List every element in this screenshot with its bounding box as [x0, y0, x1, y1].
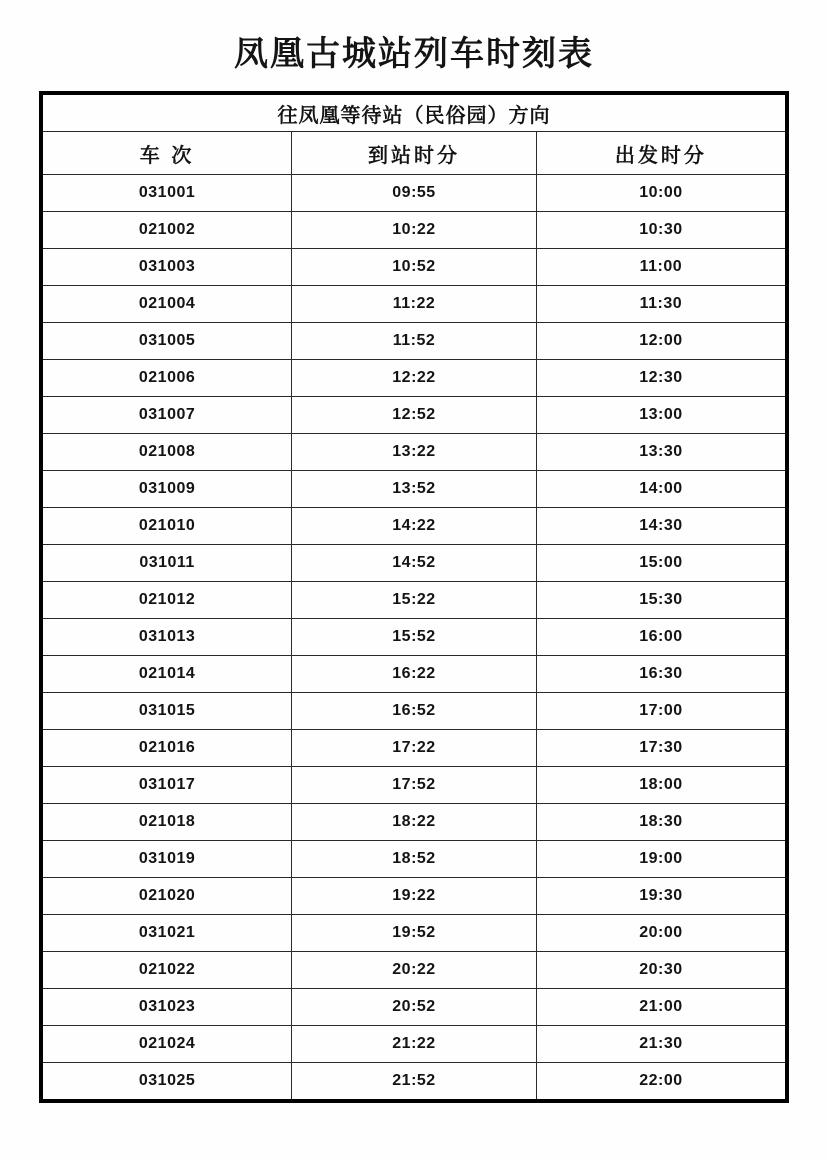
timetable	[39, 91, 789, 1103]
train-number-cell: 021022	[41, 952, 292, 989]
arrival-time-cell: 17:22	[292, 730, 537, 767]
train-number-cell: 031025	[41, 1063, 292, 1102]
arrival-time-cell: 11:22	[292, 286, 537, 323]
departure-time-cell: 10:00	[536, 175, 787, 212]
arrival-time-cell: 12:52	[292, 397, 537, 434]
departure-time-cell: 15:00	[536, 545, 787, 582]
table-row	[41, 323, 787, 360]
table-row	[41, 360, 787, 397]
arrival-time-cell: 19:52	[292, 915, 537, 952]
train-number-cell: 031007	[41, 397, 292, 434]
train-number-cell: 021004	[41, 286, 292, 323]
train-number-cell: 031013	[41, 619, 292, 656]
train-number-cell: 031015	[41, 693, 292, 730]
table-row	[41, 397, 787, 434]
departure-time-cell: 13:30	[536, 434, 787, 471]
table-row	[41, 730, 787, 767]
departure-time-cell: 15:30	[536, 582, 787, 619]
arrival-time-cell: 09:55	[292, 175, 537, 212]
departure-time-cell: 13:00	[536, 397, 787, 434]
departure-time-cell: 19:30	[536, 878, 787, 915]
departure-time-cell: 21:30	[536, 1026, 787, 1063]
table-row	[41, 656, 787, 693]
train-number-cell: 031001	[41, 175, 292, 212]
arrival-time-cell: 15:22	[292, 582, 537, 619]
train-number-cell: 031009	[41, 471, 292, 508]
direction-header: 往凤凰等待站（民俗园）方向	[41, 93, 787, 132]
arrival-time-cell: 14:22	[292, 508, 537, 545]
departure-time-cell: 21:00	[536, 989, 787, 1026]
table-row	[41, 545, 787, 582]
train-number-cell: 021002	[41, 212, 292, 249]
train-number-cell: 021020	[41, 878, 292, 915]
train-number-cell: 031011	[41, 545, 292, 582]
table-row	[41, 878, 787, 915]
departure-time-cell: 22:00	[536, 1063, 787, 1102]
departure-time-cell: 17:00	[536, 693, 787, 730]
table-row	[41, 582, 787, 619]
column-header-arrival-time: 到站时分	[292, 132, 537, 175]
arrival-time-cell: 19:22	[292, 878, 537, 915]
table-row	[41, 175, 787, 212]
train-number-cell: 031017	[41, 767, 292, 804]
departure-time-cell: 11:00	[536, 249, 787, 286]
timetable-body	[41, 175, 787, 1102]
train-number-cell: 021010	[41, 508, 292, 545]
departure-time-cell: 16:30	[536, 656, 787, 693]
train-number-cell: 031023	[41, 989, 292, 1026]
arrival-time-cell: 21:52	[292, 1063, 537, 1102]
departure-time-cell: 20:00	[536, 915, 787, 952]
column-header-row	[41, 132, 787, 175]
departure-time-cell: 18:30	[536, 804, 787, 841]
train-number-cell: 031005	[41, 323, 292, 360]
table-row	[41, 1063, 787, 1102]
table-row	[41, 434, 787, 471]
table-row	[41, 471, 787, 508]
page-title: 凤凰古城站列车时刻表	[234, 35, 594, 73]
table-row	[41, 767, 787, 804]
arrival-time-cell: 10:22	[292, 212, 537, 249]
arrival-time-cell: 14:52	[292, 545, 537, 582]
arrival-time-cell: 20:22	[292, 952, 537, 989]
departure-time-cell: 12:30	[536, 360, 787, 397]
train-number-cell: 021024	[41, 1026, 292, 1063]
departure-time-cell: 19:00	[536, 841, 787, 878]
departure-time-cell: 16:00	[536, 619, 787, 656]
arrival-time-cell: 18:22	[292, 804, 537, 841]
arrival-time-cell: 13:22	[292, 434, 537, 471]
train-number-cell: 031003	[41, 249, 292, 286]
arrival-time-cell: 10:52	[292, 249, 537, 286]
train-number-cell: 031019	[41, 841, 292, 878]
column-header-departure-time: 出发时分	[536, 132, 787, 175]
table-row	[41, 915, 787, 952]
arrival-time-cell: 11:52	[292, 323, 537, 360]
arrival-time-cell: 21:22	[292, 1026, 537, 1063]
arrival-time-cell: 16:22	[292, 656, 537, 693]
train-number-cell: 021018	[41, 804, 292, 841]
departure-time-cell: 12:00	[536, 323, 787, 360]
train-number-cell: 021016	[41, 730, 292, 767]
arrival-time-cell: 12:22	[292, 360, 537, 397]
table-row	[41, 1026, 787, 1063]
table-row	[41, 508, 787, 545]
departure-time-cell: 20:30	[536, 952, 787, 989]
table-row	[41, 286, 787, 323]
table-row	[41, 952, 787, 989]
departure-time-cell: 14:30	[536, 508, 787, 545]
arrival-time-cell: 15:52	[292, 619, 537, 656]
train-number-cell: 021014	[41, 656, 292, 693]
table-row	[41, 249, 787, 286]
departure-time-cell: 10:30	[536, 212, 787, 249]
table-row	[41, 212, 787, 249]
train-number-cell: 021012	[41, 582, 292, 619]
train-number-cell: 031021	[41, 915, 292, 952]
departure-time-cell: 18:00	[536, 767, 787, 804]
arrival-time-cell: 13:52	[292, 471, 537, 508]
table-row	[41, 693, 787, 730]
arrival-time-cell: 16:52	[292, 693, 537, 730]
arrival-time-cell: 20:52	[292, 989, 537, 1026]
train-number-cell: 021006	[41, 360, 292, 397]
arrival-time-cell: 17:52	[292, 767, 537, 804]
departure-time-cell: 14:00	[536, 471, 787, 508]
train-number-cell: 021008	[41, 434, 292, 471]
column-header-train-number: 车 次	[41, 132, 292, 175]
departure-time-cell: 11:30	[536, 286, 787, 323]
arrival-time-cell: 18:52	[292, 841, 537, 878]
direction-header-row	[41, 93, 787, 132]
table-row	[41, 804, 787, 841]
table-row	[41, 619, 787, 656]
table-row	[41, 841, 787, 878]
table-row	[41, 989, 787, 1026]
departure-time-cell: 17:30	[536, 730, 787, 767]
